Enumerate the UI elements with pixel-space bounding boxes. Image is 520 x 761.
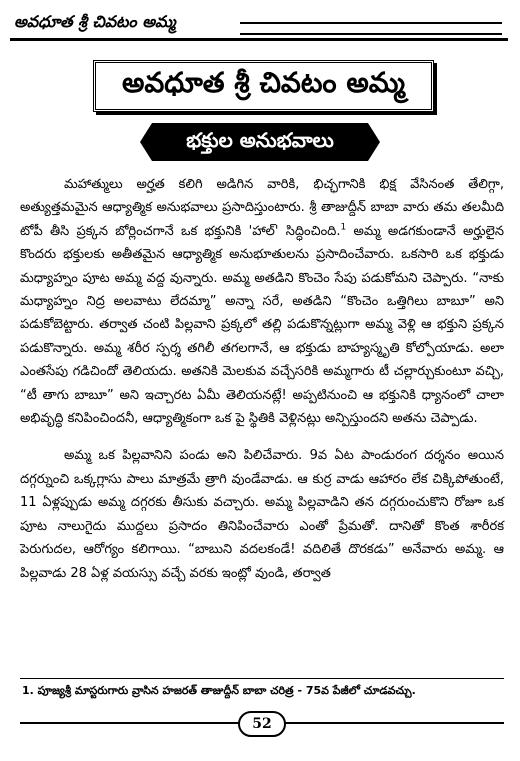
paragraph-2: అమ్మ ఒక పిల్లవానిని పండు అని పిలిచేవారు. 9వ ఏట పాండురంగ దర్శనం అయిన దగ్గర్నుంచి ఒక్కగ్లాసు పాలు మాత్రమే త్రాగి వుండేవాడు. ఆ కుర్ర వాడు ఆహారం లేక చిక్కిపోతుంటే, 11 ఏళ్లప్పుడు అమ్మ దగ్గరకు తీసుకు వచ్చారు. అమ్మ పిల్లవాడిని తన దగ్గరుంచుకొని రోజూ ఒక పూట నాలుగైదు ముద్దలు ప్రసాదం తినిపించేవారు ఎంతో ప్రేమతో. దానితో కొంత శారీరక పెరుగుదల, ఆరోగ్యం కలిగాయి. “బాబుని వదలకండే! వదిలితే దొరకడు” అనేవారు అమ్మ. ఆ పిల్లవాడు 28 ఏళ్ల వయస్సు వచ్చే వరకు ఇంట్లో వుండి, తర్వాత <box>20 448 504 581</box>
section-title: భక్తుల అనుభవాలు <box>186 127 334 152</box>
page-number: 52 <box>238 711 286 737</box>
body-text <box>20 173 504 585</box>
section-banner <box>140 123 380 161</box>
banner-left-tip <box>140 123 152 161</box>
running-header <box>10 8 508 41</box>
footnote-divider <box>20 678 504 679</box>
chapter-title-box <box>93 60 434 112</box>
chapter-title: అవధూత శ్రీ చివటం అమ్మ <box>122 66 405 99</box>
footnote-marker: 1 <box>340 222 347 233</box>
footnote: 1. పూజ్యశ్రీ మాస్టరుగారు వ్రాసిన హజరత్ తాజుద్దీన్ బాబా చరిత్ర - 75వ పేజీలో చూడవచ్చు. <box>22 684 416 697</box>
header-rule-decoration <box>240 22 502 35</box>
paragraph-1-text-before: మహాత్ములు అర్హత కలిగి అడిగిన వారికి, భిచ్ఛగానికి భిక్ష వేసినంత తేలిగ్గా, అత్యుత్తమమైన ఆధ్యాత్మిక అనుభవాలు ప్రసాదిస్తుంటారు. శ్రీ తాజుద్దీన్ బాబా వారు తమ తలమీది టోపీ తీసి ప్రక్కన బోర్లించగానే ఒక భక్తునికి 'హాల్' సిద్ధించింది. <box>20 177 504 239</box>
paragraph-1 <box>20 173 504 430</box>
running-header-title: అవధూత శ్రీ చివటం అమ్మ <box>14 12 176 31</box>
banner-body <box>152 123 368 161</box>
banner-right-tip <box>368 123 380 161</box>
paragraph-1-text-after: అమ్మ అడగకుండానే అర్హులైన కొందరు భక్తులకు అతీతమైన ఆధ్యాత్మిక అనుభూతులను ప్రసాదించేవారు. ఒకసారి ఒక భక్తుడు మధ్యాహ్నం పూట అమ్మ వద్ద వున్నారు. అమ్మ అతడిని కొంచెం సేపు పడుకోమని చెప్పారు. “నాకు మధ్యాహ్నం నిద్ర అలవాటు లేదమ్మా” అన్నా సరే, అతడిని “కొంచెం ఒత్తిగిలు బాబూ” అని పడుకోబెట్టారు. తర్వాత చంటి పిల్లవాని ప్రక్కలో తల్లి పడుకొన్నట్లుగా అమ్మ వెళ్లి ఆ భక్తుని ప్రక్కన పడుకొన్నారు. అమ్మ శరీర స్పర్శ తగిలీ తగలగానే, ఆ భక్తుడు బాహ్యస్మృతి కోల్పోయాడు. అలా ఎంతసేపు గడిచిందో తెలియదు. అతనికి మెలకువ వచ్చేసరికి అమ్మగారు టీ చల్లార్చుకుంటూ వచ్చి, “టీ తాగు బాబూ” అని ఇచ్చారట ఏమీ తెలియనట్లే! అప్పటినుంచి ఆ భక్తునికి ధ్యానంలో చాలా అభివృద్ధి కనిపించిందనీ, ఆధ్యాత్మికంగా ఒక పై స్థితికి వెళ్లినట్లు అన్పిస్తుందని అతను చెప్పాడు. <box>20 223 504 427</box>
